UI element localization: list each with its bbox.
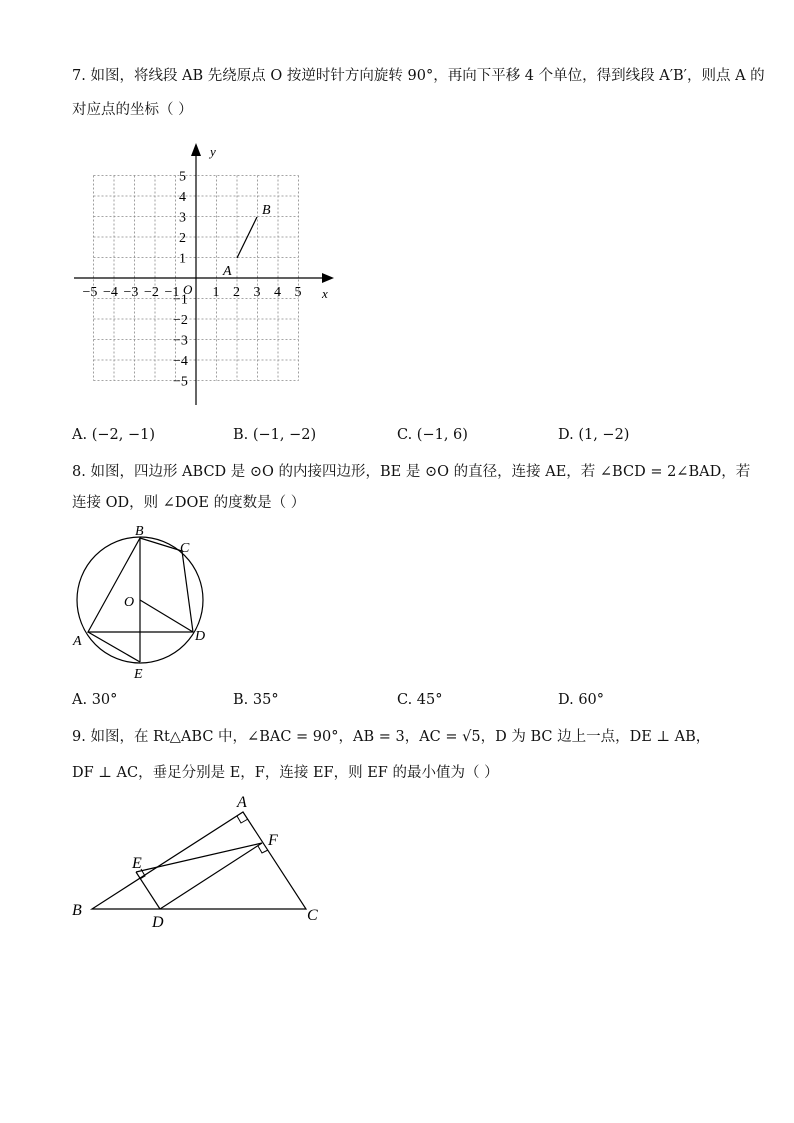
q8-stem-line-1: 8. 如图，四边形 ABCD 是 ⊙O 的内接四边形，BE 是 ⊙O 的直径，连接 AE，若 ∠BCD = 2∠BAD，若 <box>72 464 751 480</box>
y-tick-label: −5 <box>173 374 188 390</box>
label-o: O <box>124 595 135 610</box>
y-tick-label: −2 <box>173 313 188 328</box>
y-tick-label: 1 <box>179 251 186 267</box>
label-d: D <box>152 914 164 931</box>
point-a-label: A <box>223 264 232 279</box>
label-f: F <box>268 832 278 849</box>
y-tick-label: 4 <box>179 190 186 205</box>
y-axis-label: y <box>210 144 216 159</box>
x-tick-label: −2 <box>144 285 159 300</box>
triangle-abc <box>92 812 306 909</box>
q8-option-b[interactable]: B. 35° <box>233 692 279 708</box>
y-tick-label: −3 <box>173 333 188 349</box>
q8-option-c[interactable]: C. 45° <box>397 692 443 708</box>
x-tick-label: 1 <box>212 285 220 300</box>
right-angle-mark-f <box>258 846 268 853</box>
x-tick-label: 2 <box>233 285 240 300</box>
q8-option-a[interactable]: A. 30° <box>72 692 118 708</box>
y-tick-label: 3 <box>179 210 186 226</box>
origin-label: O <box>183 282 193 297</box>
q7-option-b[interactable]: B. (−1, −2) <box>233 427 317 443</box>
label-a: A <box>73 634 82 649</box>
label-d: D <box>195 629 206 644</box>
x-axis-label: x <box>322 286 328 301</box>
x-tick-label: −1 <box>164 285 180 300</box>
q7-option-d[interactable]: D. (1, −2) <box>558 427 630 443</box>
y-tick-label: −4 <box>173 354 188 369</box>
q9-stem-line-2: DF ⊥ AC，垂足分别是 E，F，连接 EF，则 EF 的最小值为（ ） <box>72 765 499 781</box>
point-b-label: B <box>262 203 271 218</box>
q7-option-a[interactable]: A. (−2, −1) <box>72 427 155 443</box>
q7-stem-line-1: 7. 如图，将线段 AB 先绕原点 O 按逆时针方向旋转 90°，再向下平移 4 个单位，得到线段 A′B′，则点 A 的 <box>72 68 765 84</box>
x-tick-label: −3 <box>123 285 139 300</box>
q7-option-c[interactable]: C. (−1, 6) <box>397 427 468 443</box>
x-tick-label: −5 <box>82 285 98 300</box>
x-tick-label: 5 <box>294 285 302 300</box>
segment-ef <box>136 843 262 872</box>
q8-stem-line-2: 连接 OD，则 ∠DOE 的度数是（ ） <box>72 495 306 511</box>
x-tick-label: −4 <box>103 285 118 300</box>
y-tick-label: 5 <box>179 169 186 185</box>
label-e: E <box>132 855 142 872</box>
y-tick-label: 2 <box>179 231 186 246</box>
q7-stem-line-2: 对应点的坐标（ ） <box>72 102 193 118</box>
label-c: C <box>307 907 318 924</box>
y-tick-label: −1 <box>173 292 188 308</box>
label-b: B <box>135 524 144 539</box>
label-e: E <box>134 667 143 682</box>
x-tick-label: 3 <box>253 285 261 300</box>
x-tick-label: 4 <box>274 285 281 300</box>
q8-option-d[interactable]: D. 60° <box>558 692 605 708</box>
label-c: C <box>180 541 190 556</box>
q9-stem-line-1: 9. 如图，在 Rt△ABC 中，∠BAC = 90°，AB = 3，AC = √5，D 为 BC 边上一点，DE ⊥ AB， <box>72 729 711 745</box>
segment-de <box>136 872 160 909</box>
segment-df <box>160 843 262 909</box>
label-a: A <box>237 794 247 811</box>
label-b: B <box>72 902 82 919</box>
